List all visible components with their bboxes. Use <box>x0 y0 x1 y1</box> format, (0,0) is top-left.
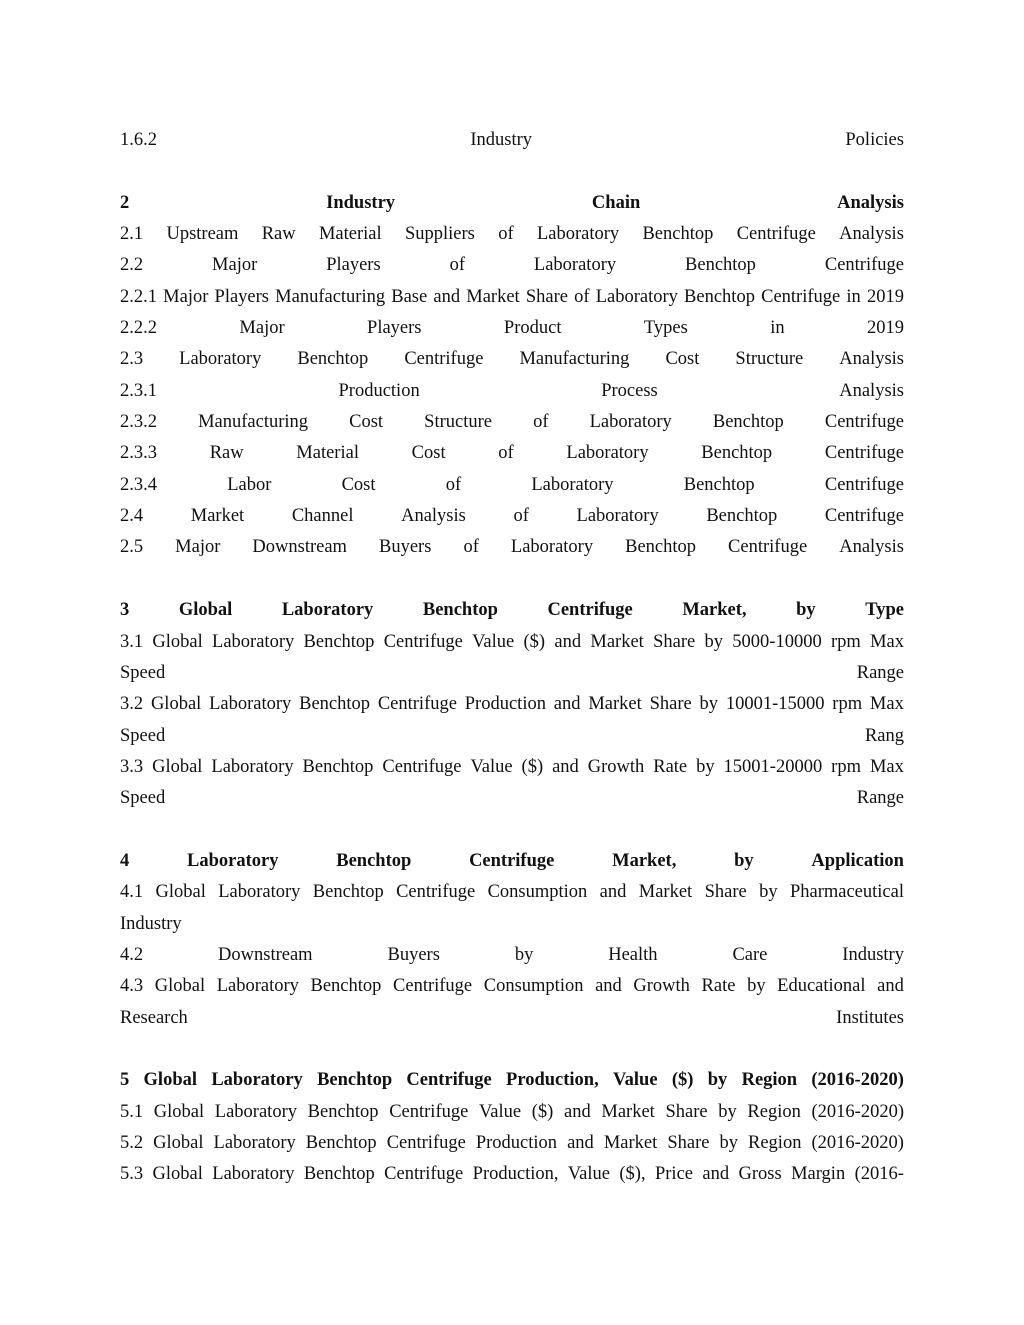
toc-word: 2.4 <box>120 506 144 527</box>
toc-word: Centrifuge <box>384 1164 464 1185</box>
toc-word: Upstream <box>166 224 239 245</box>
toc-word: Laboratory <box>179 349 262 370</box>
toc-word: Consumption <box>483 976 584 997</box>
toc-word: Centrifuge <box>383 631 463 652</box>
toc-word: Application <box>811 850 904 871</box>
toc-word: rpm <box>832 694 863 715</box>
toc-word: Global <box>155 882 206 903</box>
toc-word: Benchtop <box>312 882 384 903</box>
section-spacer <box>120 1034 904 1065</box>
toc-word: (2016- <box>854 1164 904 1185</box>
section-spacer <box>120 156 904 187</box>
toc-word: Cost <box>411 443 446 464</box>
toc-word: 2.5 <box>120 537 144 558</box>
toc-page <box>120 125 904 1191</box>
toc-word: 2.3.3 <box>120 443 157 464</box>
toc-word: Centrifuge <box>406 1070 492 1091</box>
toc-word: and <box>553 694 581 715</box>
toc-word: Value <box>478 1101 522 1122</box>
toc-word: and <box>433 286 461 307</box>
toc-word: Centrifuge <box>824 474 904 495</box>
toc-entry <box>120 532 904 563</box>
toc-entry <box>120 783 904 814</box>
toc-word: Laboratory <box>218 882 301 903</box>
toc-word: by <box>718 1101 737 1122</box>
toc-word: Material <box>318 224 382 245</box>
toc-entry <box>120 438 904 469</box>
toc-entry <box>120 376 904 407</box>
toc-entry <box>120 344 904 375</box>
toc-word: Major <box>175 537 221 558</box>
toc-word: Market <box>588 694 642 715</box>
toc-word: Laboratory <box>214 1101 297 1122</box>
toc-word: in <box>846 286 861 307</box>
toc-word: rpm <box>831 756 861 777</box>
toc-word: Max <box>870 631 904 652</box>
toc-word: Market <box>466 286 520 307</box>
toc-word: Centrifuge <box>824 443 904 464</box>
toc-word: Cost <box>349 412 384 433</box>
toc-word: Suppliers <box>404 224 475 245</box>
toc-word: Global <box>152 756 203 777</box>
toc-word: Players <box>367 318 422 339</box>
toc-word: Market, <box>612 850 677 871</box>
toc-entry <box>120 940 904 971</box>
toc-word: by <box>707 1070 728 1091</box>
toc-entry <box>120 313 904 344</box>
toc-entry <box>120 877 904 908</box>
section-spacer <box>120 815 904 846</box>
toc-word: Market <box>638 882 693 903</box>
toc-word: Laboratory <box>531 474 614 495</box>
toc-word: 2.2.2 <box>120 318 157 339</box>
toc-entry <box>120 407 904 438</box>
toc-word: Labor <box>227 474 272 495</box>
toc-word: Benchtop <box>297 349 369 370</box>
toc-word: 1.6.2 <box>120 130 157 150</box>
toc-word: Analysis <box>839 349 904 370</box>
toc-word: Laboratory <box>211 1070 303 1091</box>
toc-word: Laboratory <box>595 286 678 307</box>
toc-word: 2019 <box>866 286 904 307</box>
toc-word: of <box>445 474 462 495</box>
toc-word: Major <box>212 255 258 276</box>
toc-word: Production <box>475 1133 558 1153</box>
toc-word: 5.3 <box>120 1164 144 1185</box>
toc-word: ($) <box>523 631 546 652</box>
toc-word: of <box>574 286 590 307</box>
toc-word: 10001-15000 <box>725 694 825 715</box>
toc-word: 5000-10000 <box>732 631 822 652</box>
toc-word: Centrifuge <box>761 286 841 307</box>
toc-word: Raw <box>261 224 296 245</box>
toc-word: Rate <box>701 976 736 997</box>
toc-word: Laboratory <box>213 1133 296 1153</box>
toc-word: 2 <box>120 192 130 213</box>
toc-word: Gross <box>738 1164 782 1185</box>
toc-word: Benchtop <box>336 850 412 871</box>
toc-word: Pharmaceutical <box>789 882 904 903</box>
toc-word: Benchtop <box>684 286 755 307</box>
toc-entry <box>120 250 904 281</box>
toc-word: Manufacturing <box>275 286 386 307</box>
toc-word: Centrifuge <box>396 882 476 903</box>
toc-word: Benchtop <box>317 1070 393 1091</box>
toc-word: Share <box>525 286 568 307</box>
toc-word: Major <box>239 318 285 339</box>
toc-word: Major <box>163 286 209 307</box>
toc-word: Speed <box>120 725 166 746</box>
toc-entry <box>120 219 904 250</box>
toc-word: Production <box>464 694 546 715</box>
toc-word: and <box>702 1164 730 1185</box>
toc-word: Policies <box>845 130 904 150</box>
toc-word: and <box>599 882 627 903</box>
toc-word: Manufacturing <box>198 412 309 433</box>
toc-word: Region <box>741 1070 798 1091</box>
toc-word: Downstream <box>252 537 347 558</box>
toc-word: Laboratory <box>510 537 594 558</box>
toc-word: Global <box>150 694 202 715</box>
toc-word: 4 <box>120 850 130 871</box>
toc-word: Rate <box>653 756 688 777</box>
toc-word: Buyers <box>387 944 440 965</box>
toc-entry <box>120 752 904 783</box>
toc-word: Centrifuge <box>547 600 633 621</box>
toc-word: Cost <box>341 474 376 495</box>
toc-word: 3.1 <box>120 631 144 652</box>
toc-word: Global <box>154 976 206 997</box>
toc-word: Educational <box>777 976 866 997</box>
toc-word: 2.1 <box>120 224 144 245</box>
toc-word: Players <box>214 286 269 307</box>
toc-word: of <box>449 255 465 276</box>
toc-word: Market, <box>682 600 747 621</box>
toc-word: by <box>796 600 816 621</box>
toc-word: Benchtop <box>701 443 773 464</box>
toc-word: Market <box>601 1101 655 1122</box>
toc-word: 3.2 <box>120 694 144 715</box>
toc-entry <box>120 721 904 752</box>
toc-word: rpm <box>830 631 861 652</box>
toc-word: Share <box>649 694 692 715</box>
toc-word: Health <box>608 944 658 965</box>
toc-word: Centrifuge <box>382 756 462 777</box>
toc-entry <box>120 1003 904 1034</box>
toc-word: and <box>552 756 579 777</box>
toc-word: Centrifuge <box>393 976 473 997</box>
toc-word: Research <box>120 1007 188 1028</box>
toc-word: Structure <box>735 349 804 370</box>
toc-word: Global <box>152 631 203 652</box>
toc-word: of <box>463 537 479 558</box>
toc-word: Laboratory <box>216 976 299 997</box>
toc-word: Global <box>178 600 233 621</box>
toc-word: Centrifuge <box>389 1101 469 1122</box>
toc-word: (2016-2020) <box>811 1070 904 1091</box>
toc-word: (2016-2020) <box>811 1101 904 1122</box>
toc-word: by <box>514 944 534 965</box>
toc-word: by <box>696 756 715 777</box>
toc-word: Production, <box>506 1070 599 1091</box>
toc-word: Laboratory <box>566 443 649 464</box>
toc-section-heading <box>120 846 904 877</box>
toc-word: 5.1 <box>120 1101 144 1122</box>
toc-word: Speed <box>120 662 166 683</box>
toc-word: Industry <box>470 130 533 150</box>
toc-word: of <box>498 224 514 245</box>
toc-word: 3.3 <box>120 756 144 777</box>
toc-word: Centrifuge <box>824 255 904 276</box>
toc-word: Benchtop <box>422 600 498 621</box>
toc-word: Type <box>865 600 904 621</box>
toc-word: Benchtop <box>303 631 375 652</box>
toc-word: 2.2.1 <box>120 286 157 307</box>
toc-word: Market <box>190 506 245 527</box>
toc-word: 15001-20000 <box>723 756 823 777</box>
toc-entry <box>120 282 904 313</box>
toc-word: Laboratory <box>533 255 617 276</box>
toc-word: Channel <box>291 506 354 527</box>
toc-word: Industry <box>120 913 182 934</box>
toc-word: Value <box>567 1164 610 1185</box>
toc-word: Growth <box>633 976 690 997</box>
toc-word: Material <box>296 443 359 464</box>
toc-word: Analysis <box>839 537 904 558</box>
toc-word: Types <box>643 318 688 339</box>
toc-word: Market <box>603 1133 658 1153</box>
toc-word: Chain <box>591 192 641 213</box>
toc-word: 2.2 <box>120 255 144 276</box>
toc-entry <box>120 1097 904 1128</box>
toc-word: Downstream <box>218 944 313 965</box>
toc-word: ($) <box>531 1101 554 1122</box>
toc-word: ($) <box>671 1070 694 1091</box>
toc-word: Value <box>613 1070 658 1091</box>
toc-word: Growth <box>587 756 645 777</box>
toc-word: Players <box>326 255 381 276</box>
toc-word: Price <box>654 1164 693 1185</box>
toc-word: (2016-2020) <box>811 1133 904 1153</box>
toc-entry <box>120 689 904 720</box>
toc-word: Benchtop <box>706 506 778 527</box>
toc-word: Centrifuge <box>377 694 457 715</box>
toc-word: Raw <box>209 443 244 464</box>
toc-word: 4.1 <box>120 882 144 903</box>
toc-word: Laboratory <box>576 506 659 527</box>
toc-word: Laboratory <box>536 224 620 245</box>
toc-word: Margin <box>791 1164 846 1185</box>
toc-section-heading <box>120 595 904 626</box>
toc-word: Production <box>338 380 420 401</box>
toc-word: by <box>747 976 766 997</box>
toc-word: Laboratory <box>281 600 374 621</box>
toc-word: 2.3.1 <box>120 380 157 401</box>
toc-word: Region <box>748 1133 802 1153</box>
toc-word: Production, <box>472 1164 559 1185</box>
toc-entry <box>120 971 904 1002</box>
toc-word: Laboratory <box>187 850 279 871</box>
toc-word: 2019 <box>867 318 904 339</box>
toc-word: Global <box>143 1070 198 1091</box>
toc-word: of <box>513 506 529 527</box>
toc-word: 2.3.2 <box>120 412 157 433</box>
toc-word: and <box>595 976 622 997</box>
toc-word: Speed <box>120 788 166 809</box>
toc-word: Benchtop <box>625 537 697 558</box>
toc-word: Centrifuge <box>824 506 904 527</box>
toc-word: Cost <box>665 349 700 370</box>
toc-word: Range <box>856 788 904 809</box>
toc-word: Analysis <box>837 192 904 213</box>
toc-word: and <box>567 1133 594 1153</box>
toc-word: Global <box>152 1164 203 1185</box>
toc-word: by <box>719 1133 738 1153</box>
toc-word: Centrifuge <box>824 412 904 433</box>
toc-word: Share <box>665 1101 708 1122</box>
toc-word: Product <box>503 318 562 339</box>
toc-section-heading <box>120 188 904 219</box>
toc-word: Benchtop <box>685 255 756 276</box>
toc-word: 2.3.4 <box>120 474 157 495</box>
toc-word: Laboratory <box>212 1164 295 1185</box>
toc-word: Benchtop <box>307 1101 379 1122</box>
toc-word: by <box>734 850 754 871</box>
toc-word: Industry <box>842 944 904 965</box>
toc-word: Manufacturing <box>519 349 630 370</box>
toc-word: by <box>699 694 718 715</box>
toc-word: Analysis <box>401 506 466 527</box>
toc-entry <box>120 470 904 501</box>
toc-word: and <box>564 1101 591 1122</box>
toc-word: Region <box>747 1101 801 1122</box>
toc-word: Global <box>153 1101 205 1122</box>
toc-word: 3 <box>120 600 130 621</box>
toc-word: 2.3 <box>120 349 144 370</box>
toc-word: Centrifuge <box>728 537 808 558</box>
toc-word: Market <box>590 631 644 652</box>
toc-word: Buyers <box>378 537 432 558</box>
toc-word: ($) <box>521 756 544 777</box>
toc-word: Laboratory <box>209 694 292 715</box>
toc-entry <box>120 658 904 689</box>
section-spacer <box>120 564 904 595</box>
toc-word: Share <box>653 631 696 652</box>
toc-word: Structure <box>424 412 492 433</box>
toc-word: Benchtop <box>310 976 382 997</box>
toc-word: Benchtop <box>299 694 371 715</box>
toc-word: Share <box>704 882 747 903</box>
toc-word: Benchtop <box>303 1164 375 1185</box>
toc-word: Centrifuge <box>469 850 555 871</box>
toc-word: by <box>704 631 723 652</box>
toc-word: Centrifuge <box>404 349 484 370</box>
toc-word: Centrifuge <box>386 1133 466 1153</box>
toc-word: Base <box>391 286 428 307</box>
toc-entry <box>120 501 904 532</box>
toc-entry <box>120 1159 904 1190</box>
toc-word: Laboratory <box>589 412 672 433</box>
toc-word: Max <box>869 694 904 715</box>
toc-word: Range <box>856 662 904 683</box>
toc-word: Global <box>153 1133 204 1153</box>
toc-word: Value <box>472 631 515 652</box>
toc-word: Analysis <box>839 224 904 245</box>
toc-word: Institutes <box>836 1007 904 1028</box>
toc-word: of <box>498 443 514 464</box>
toc-word: Consumption <box>487 882 588 903</box>
toc-entry <box>120 627 904 658</box>
toc-word: Centrifuge <box>736 224 816 245</box>
toc-word: of <box>533 412 549 433</box>
toc-section-heading <box>120 1065 904 1096</box>
toc-word: Benchtop <box>712 412 784 433</box>
toc-word: Process <box>601 380 658 401</box>
toc-word: Analysis <box>839 380 904 401</box>
toc-word: Benchtop <box>683 474 755 495</box>
toc-word: by <box>759 882 778 903</box>
toc-word: Share <box>667 1133 710 1153</box>
toc-word: 5.2 <box>120 1133 144 1153</box>
toc-word: 4.2 <box>120 944 144 965</box>
toc-word: Care <box>732 944 768 965</box>
toc-word: Industry <box>326 192 396 213</box>
toc-word: and <box>554 631 582 652</box>
toc-word: Benchtop <box>302 756 374 777</box>
toc-word: Rang <box>864 725 904 746</box>
toc-word: Benchtop <box>642 224 714 245</box>
toc-entry <box>120 1128 904 1159</box>
toc-word: Laboratory <box>211 756 294 777</box>
toc-word: Value <box>470 756 513 777</box>
toc-entry <box>120 125 904 156</box>
toc-word: 5 <box>120 1070 130 1091</box>
toc-word: Laboratory <box>212 631 295 652</box>
toc-word: ($), <box>619 1164 646 1185</box>
toc-entry <box>120 909 904 940</box>
toc-word: Benchtop <box>305 1133 377 1153</box>
toc-word: Max <box>869 756 904 777</box>
toc-word: 4.3 <box>120 976 144 997</box>
toc-word: in <box>770 318 785 339</box>
toc-word: and <box>877 976 904 997</box>
